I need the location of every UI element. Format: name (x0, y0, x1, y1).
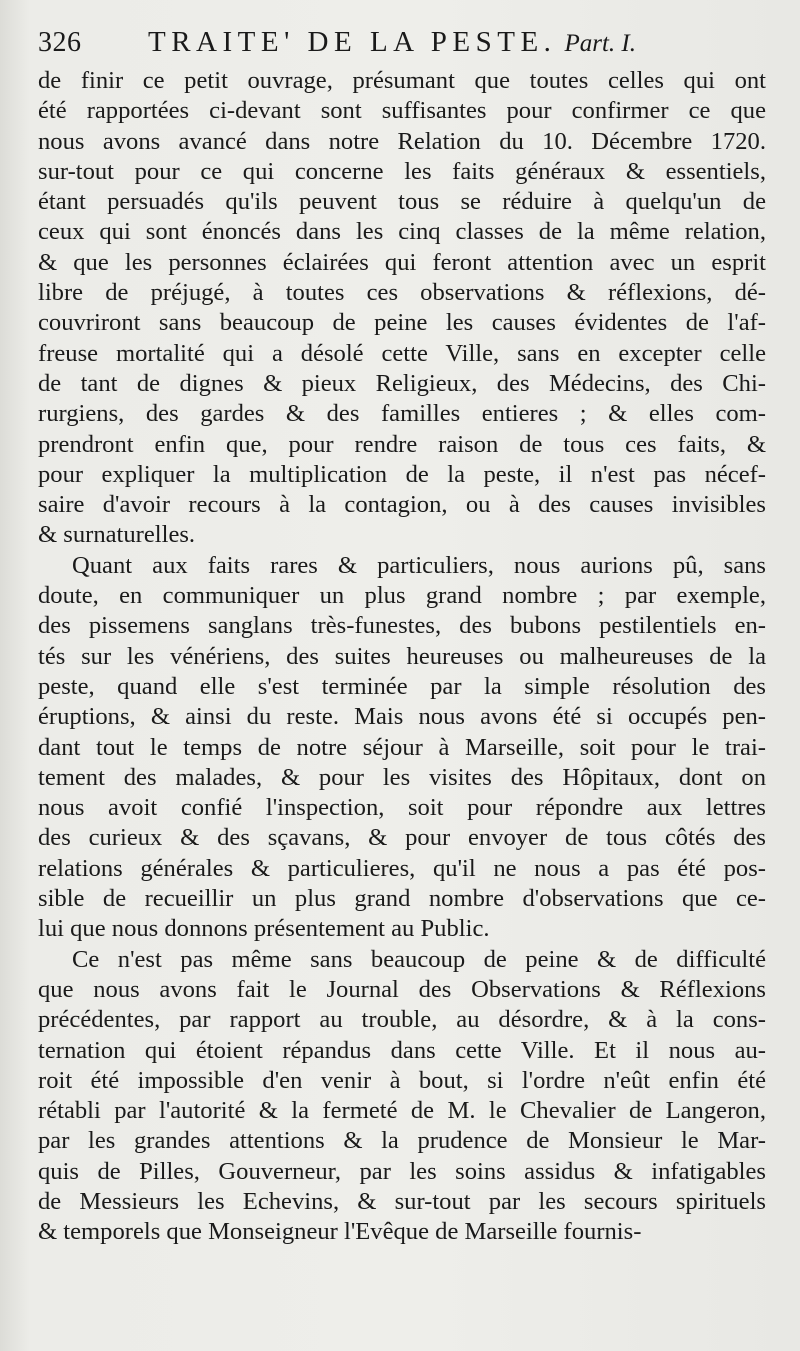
text-line: & surnaturelles. (38, 521, 196, 549)
running-head (38, 26, 766, 66)
text-line: été rapportées ci-devant sont suffisantes pour confirmer ce que (38, 97, 766, 125)
text-line: étant persuadés qu'ils peuvent tous se réduire à quelqu'un de (38, 188, 766, 216)
text-line: ceux qui sont énoncés dans les cinq classes de la même relation, (38, 218, 766, 246)
text-line: & temporels que Monseigneur l'Evêque de Marseille fournis- (38, 1218, 642, 1246)
text-line: de finir ce petit ouvrage, présumant que toutes celles qui ont (38, 67, 766, 94)
text-line: tés sur les vénériens, des suites heureuses ou malheureuses de la (38, 642, 766, 670)
text-line: Ce n'est pas même sans beaucoup de peine & de difficulté (72, 945, 766, 973)
text-line: précédentes, par rapport au trouble, au désordre, & à la cons- (38, 1006, 766, 1034)
text-line: que nous avons fait le Journal des Observations & Réflexions (38, 975, 766, 1003)
text-line: doute, en communiquer un plus grand nombre ; par exemple, (38, 582, 766, 610)
text-line: peste, quand elle s'est terminée par la simple résolution des (38, 672, 766, 700)
text-line: quis de Pilles, Gouverneur, par les soins assidus & infatigables (38, 1157, 766, 1185)
body-text (38, 66, 766, 1248)
text-line: saire d'avoir recours à la contagion, ou à des causes invisibles (38, 491, 766, 519)
text-line: roit été impossible d'en venir à bout, si l'ordre n'eût enfin été (38, 1066, 766, 1094)
text-line: des pissemens sanglans très-funestes, des bubons pestilentiels en- (38, 612, 766, 640)
text-line: ternation qui étoient répandus dans cette Ville. Et il nous au- (38, 1036, 766, 1064)
paragraph (38, 551, 766, 945)
page-number: 326 (38, 27, 82, 58)
text-line: relations générales & particulieres, qu'il ne nous a pas été pos- (38, 854, 766, 882)
text-line: libre de préjugé, à toutes ces observations & réflexions, dé- (38, 279, 766, 307)
text-line: rétabli par l'autorité & la fermeté de M. le Chevalier de Langeron, (38, 1097, 766, 1125)
text-line: Quant aux faits rares & particuliers, nous aurions pû, sans (72, 551, 766, 579)
text-line: rurgiens, des gardes & des familles entieres ; & elles com- (38, 400, 766, 428)
text-line: nous avons avancé dans notre Relation du 10. Décembre 1720. (38, 127, 766, 155)
running-title: TRAITE' DE LA PESTE. (148, 26, 557, 58)
part-label: Part. I. (564, 30, 636, 57)
paragraph (38, 945, 766, 1248)
text-line: & que les personnes éclairées qui feront attention avec un esprit (38, 248, 766, 276)
text-line: freuse mortalité qui a désolé cette Ville, sans en excepter celle (38, 339, 766, 367)
text-line: lui que nous donnons présentement au Public. (38, 915, 490, 943)
text-line: des curieux & des sçavans, & pour envoyer de tous côtés des (38, 824, 766, 852)
text-line: pour expliquer la multiplication de la peste, il n'est pas nécef- (38, 460, 766, 488)
text-line: prendront enfin que, pour rendre raison de tous ces faits, & (38, 430, 766, 458)
text-line: de tant de dignes & pieux Religieux, des Médecins, des Chi- (38, 369, 766, 397)
text-line: par les grandes attentions & la prudence de Monsieur le Mar- (38, 1127, 766, 1155)
text-line: éruptions, & ainsi du reste. Mais nous avons été si occupés pen- (38, 703, 766, 731)
text-line: sur-tout pour ce qui concerne les faits généraux & essentiels, (38, 157, 766, 185)
text-line: sible de recueillir un plus grand nombre d'observations que ce- (38, 885, 766, 913)
text-line: de Messieurs les Echevins, & sur-tout par les secours spirituels (38, 1187, 766, 1215)
paragraph (38, 66, 766, 551)
text-line: tement des malades, & pour les visites des Hôpitaux, dont on (38, 763, 766, 791)
text-line: nous avoit confié l'inspection, soit pour répondre aux lettres (38, 794, 766, 822)
text-line: couvriront sans beaucoup de peine les causes évidentes de l'af- (38, 309, 766, 337)
text-line: dant tout le temps de notre séjour à Marseille, soit pour le trai- (38, 733, 766, 761)
